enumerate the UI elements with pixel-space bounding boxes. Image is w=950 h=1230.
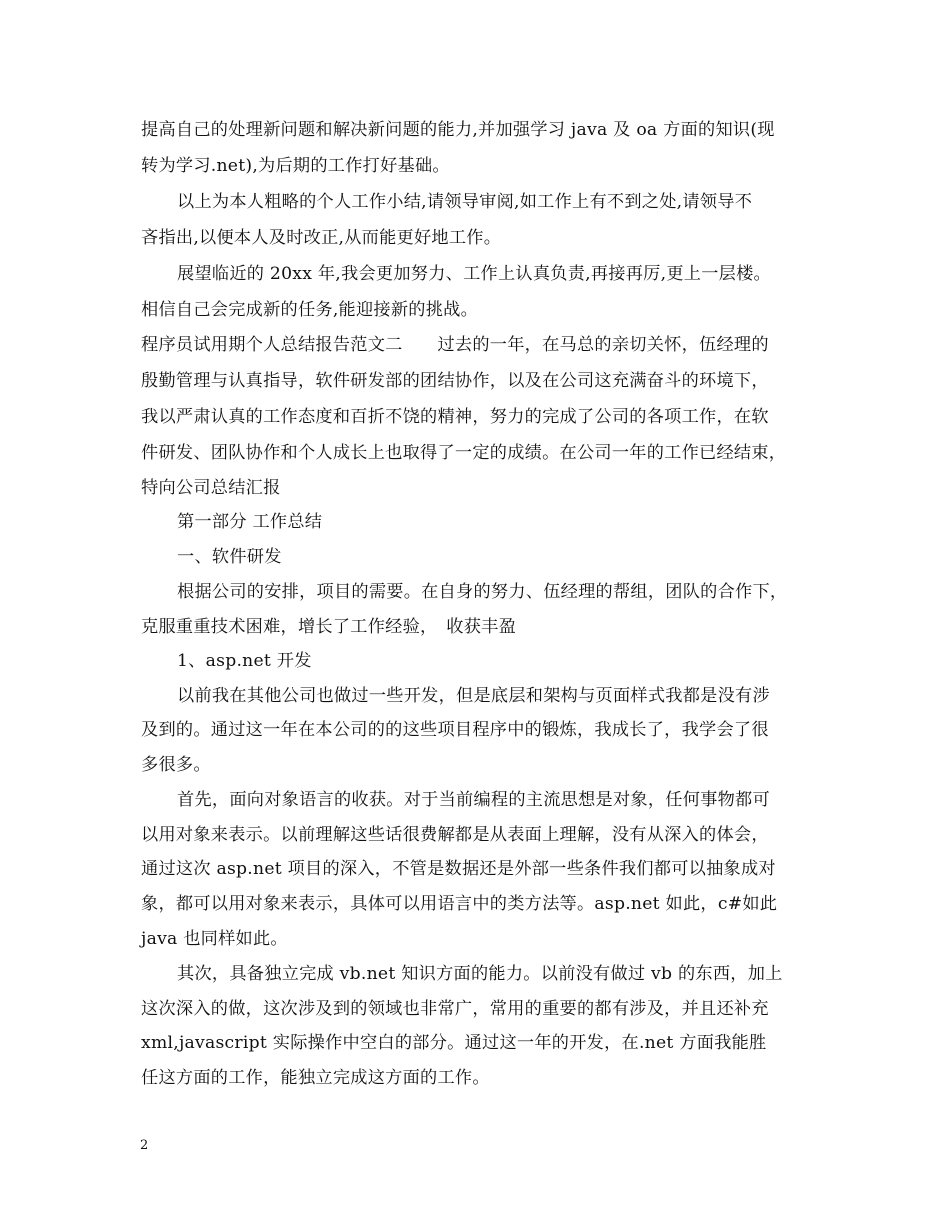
text-line: 这次深入的做，这次涉及到的领域也非常广，常用的重要的都有涉及，并且还补充 — [141, 999, 769, 1019]
text-line: 克服重重技术困难，增长了工作经验， 收获丰盈 — [141, 617, 517, 637]
text-line: 根据公司的安排，项目的需要。在自身的努力、伍经理的帮组，团队的合作下， — [177, 582, 788, 602]
text-line: 以用对象来表示。以前理解这些话很费解都是从表面上理解，没有从深入的体会， — [141, 825, 769, 845]
text-line: 多很多。 — [141, 755, 211, 775]
text-line: 通过这次 asp.net 项目的深入，不管是数据还是外部一些条件我们都可以抽象成对 — [141, 859, 776, 879]
text-line: xml,javascript 实际操作中空白的部分。通过这一年的开发，在.net 方面我能胜 — [141, 1033, 767, 1053]
text-line: 象，都可以用对象来表示，具体可以用语言中的类方法等。asp.net 如此，c#如此 — [141, 894, 778, 914]
text-line: 首先，面向对象语言的收获。对于当前编程的主流思想是对象，任何事物都可 — [177, 790, 770, 810]
text-line: 以前我在其他公司也做过一些开发，但是底层和架构与页面样式我都是没有涉 — [177, 686, 770, 706]
text-line: 其次，具备独立完成 vb.net 知识方面的能力。以前没有做过 vb 的东西，加上 — [177, 964, 783, 984]
text-line: 特向公司总结汇报 — [141, 478, 281, 498]
section-heading: 第一部分 工作总结 — [177, 512, 323, 532]
text-line: 展望临近的 20xx 年,我会更加努力、工作上认真负责,再接再厉,更上一层楼。 — [177, 264, 771, 284]
text-line: 殷勤管理与认真指导，软件研发部的团结协作，以及在公司这充满奋斗的环境下， — [141, 371, 769, 391]
text-line: 及到的。通过这一年在本公司的的这些项目程序中的锻炼，我成长了，我学会了很 — [141, 720, 769, 740]
text-line: 转为学习.net),为后期的工作打好基础。 — [141, 156, 450, 176]
text-line: 件研发、团队协作和个人成长上也取得了一定的成绩。在公司一年的工作已经结束， — [141, 443, 787, 463]
subsection-heading: 1、asp.net 开发 — [177, 651, 312, 671]
text-line: 提高自己的处理新问题和解决新问题的能力,并加强学习 java 及 oa 方面的知识(现 — [141, 120, 775, 140]
text-line: 以上为本人粗略的个人工作小结,请领导审阅,如工作上有不到之处,请领导不 — [177, 192, 753, 212]
page-number: 2 — [140, 1138, 149, 1153]
text-line: 程序员试用期个人总结报告范文二 过去的一年，在马总的亲切关怀，伍经理的 — [141, 335, 769, 355]
text-line: java 也同样如此。 — [141, 929, 288, 949]
text-line: 任这方面的工作，能独立完成这方面的工作。 — [141, 1068, 490, 1088]
text-line: 相信自己会完成新的任务,能迎接新的挑战。 — [141, 300, 479, 320]
text-line: 我以严肃认真的工作态度和百折不饶的精神，努力的完成了公司的各项工作，在软 — [141, 407, 769, 427]
subsection-heading: 一、软件研发 — [177, 547, 282, 567]
text-line: 吝指出,以便本人及时改正,从而能更好地工作。 — [141, 228, 502, 248]
